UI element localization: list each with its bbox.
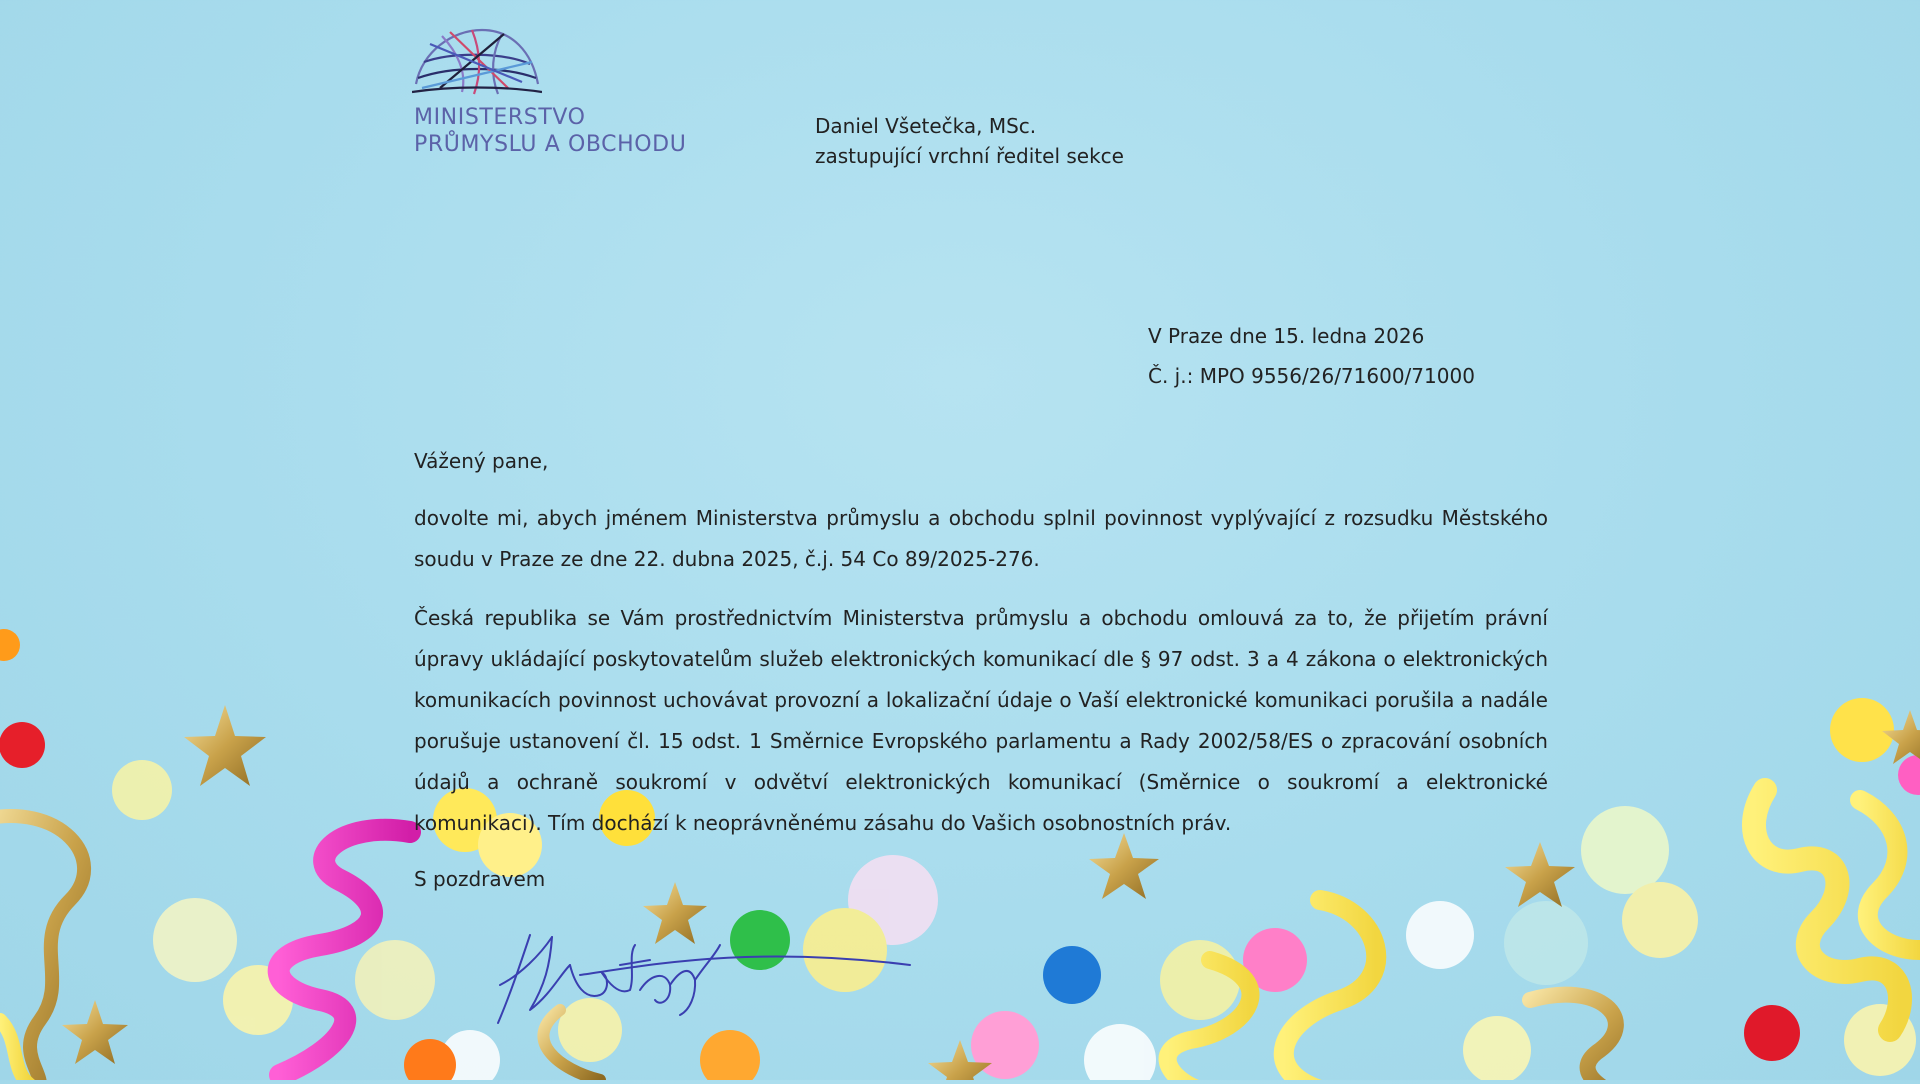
paragraph-2: Česká republika se Vám prostřednictvím Ministerstva průmyslu a obchodu omlouvá za to, že přijetím právní úpravy ukládající poskytovatelům služeb elektronických komunikací dle § 97 odst. 3 a 4 zákona o elektronických komunikacích povinnost uchovávat provozní a lokalizační údaje o Vaší elektronické komunikaci porušila a nadále porušuje ustanovení čl. 15 odst. 1 Směrnice Evropského parlamentu a Rady 2002/58/ES o zpracování osobních údajů a ochraně soukromí v odvětví elektronických komunikací (Směrnice o soukromí a elektronické komunikaci). Tím dochází k neoprávněnému zásahu do Vašich osobnostních práv. (414, 606, 1548, 835)
sender-title: zastupující vrchní ředitel sekce (815, 144, 1124, 168)
ministry-logo (412, 22, 712, 162)
place-date: V Praze dne 15. ledna 2026 (1148, 324, 1425, 348)
closing: S pozdravem (414, 867, 546, 891)
salutation: Vážený pane, (414, 449, 549, 473)
ministry-name-line2: PRŮMYSLU A OBCHODU (414, 132, 687, 157)
ministry-name (414, 104, 686, 158)
globe-logo-icon (412, 22, 542, 98)
sender-name: Daniel Všetečka, MSc. (815, 114, 1037, 138)
handwritten-signature (490, 915, 930, 1039)
ministry-name-line1: MINISTERSTVO (414, 105, 586, 130)
paragraph-1: dovolte mi, abych jménem Ministerstva průmyslu a obchodu splnil povinnost vyplývající z rozsudku Městského soudu v Praze ze dne 22. dubna 2025, č.j. 54 Co 89/2025-276. (414, 506, 1548, 571)
letter-meta (1148, 316, 1475, 396)
reference-number: Č. j.: MPO 9556/26/71600/71000 (1148, 364, 1475, 388)
sender-block (815, 111, 1124, 171)
signature-graphic (490, 915, 930, 1035)
